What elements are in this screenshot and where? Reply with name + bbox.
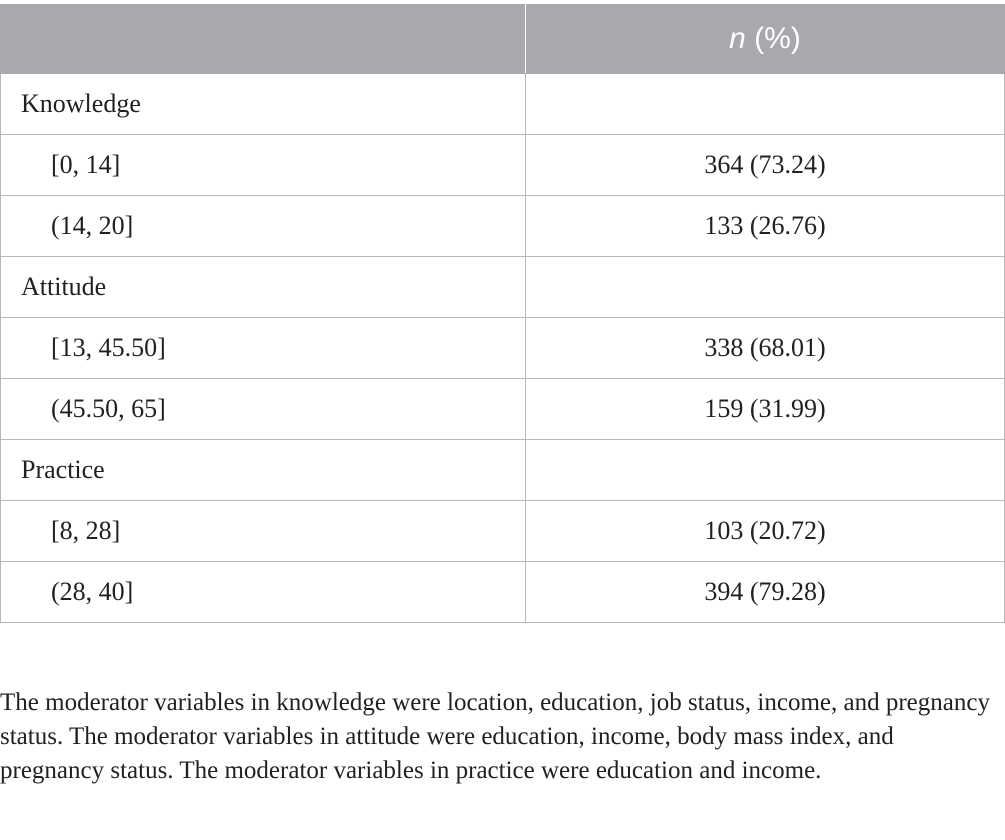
row-label: (28, 40] <box>1 562 526 623</box>
row-label: (14, 20] <box>1 196 526 257</box>
header-n-percent-cell <box>526 5 1005 74</box>
row-label: Attitude <box>1 257 526 318</box>
table-row <box>1 318 1005 379</box>
row-value: 103 (20.72) <box>526 501 1005 562</box>
row-label: [8, 28] <box>1 501 526 562</box>
table-row-section <box>1 440 1005 501</box>
row-value <box>526 74 1005 135</box>
header-variable-cell <box>1 5 526 74</box>
row-value: 364 (73.24) <box>526 135 1005 196</box>
table-row <box>1 501 1005 562</box>
row-value: 159 (31.99) <box>526 379 1005 440</box>
header-percent-label: (%) <box>745 22 801 55</box>
row-value <box>526 257 1005 318</box>
table-row-section <box>1 74 1005 135</box>
results-table <box>0 4 1005 623</box>
table-row <box>1 196 1005 257</box>
table-footnote: The moderator variables in knowledge were location, education, job status, income, and pregnancy status. The moderator variables in attitude were education, income, body mass index, and pregnancy status. The moderator variables in practice were education and income. <box>0 689 990 784</box>
row-label: [0, 14] <box>1 135 526 196</box>
row-value <box>526 440 1005 501</box>
row-label: [13, 45.50] <box>1 318 526 379</box>
table-row <box>1 562 1005 623</box>
row-value: 338 (68.01) <box>526 318 1005 379</box>
table-row <box>1 379 1005 440</box>
row-value: 133 (26.76) <box>526 196 1005 257</box>
table-row <box>1 135 1005 196</box>
row-label: Knowledge <box>1 74 526 135</box>
table-row-section <box>1 257 1005 318</box>
row-label: (45.50, 65] <box>1 379 526 440</box>
row-value: 394 (79.28) <box>526 562 1005 623</box>
header-n-symbol: n <box>729 22 746 55</box>
table-header-row <box>1 5 1005 74</box>
row-label: Practice <box>1 440 526 501</box>
